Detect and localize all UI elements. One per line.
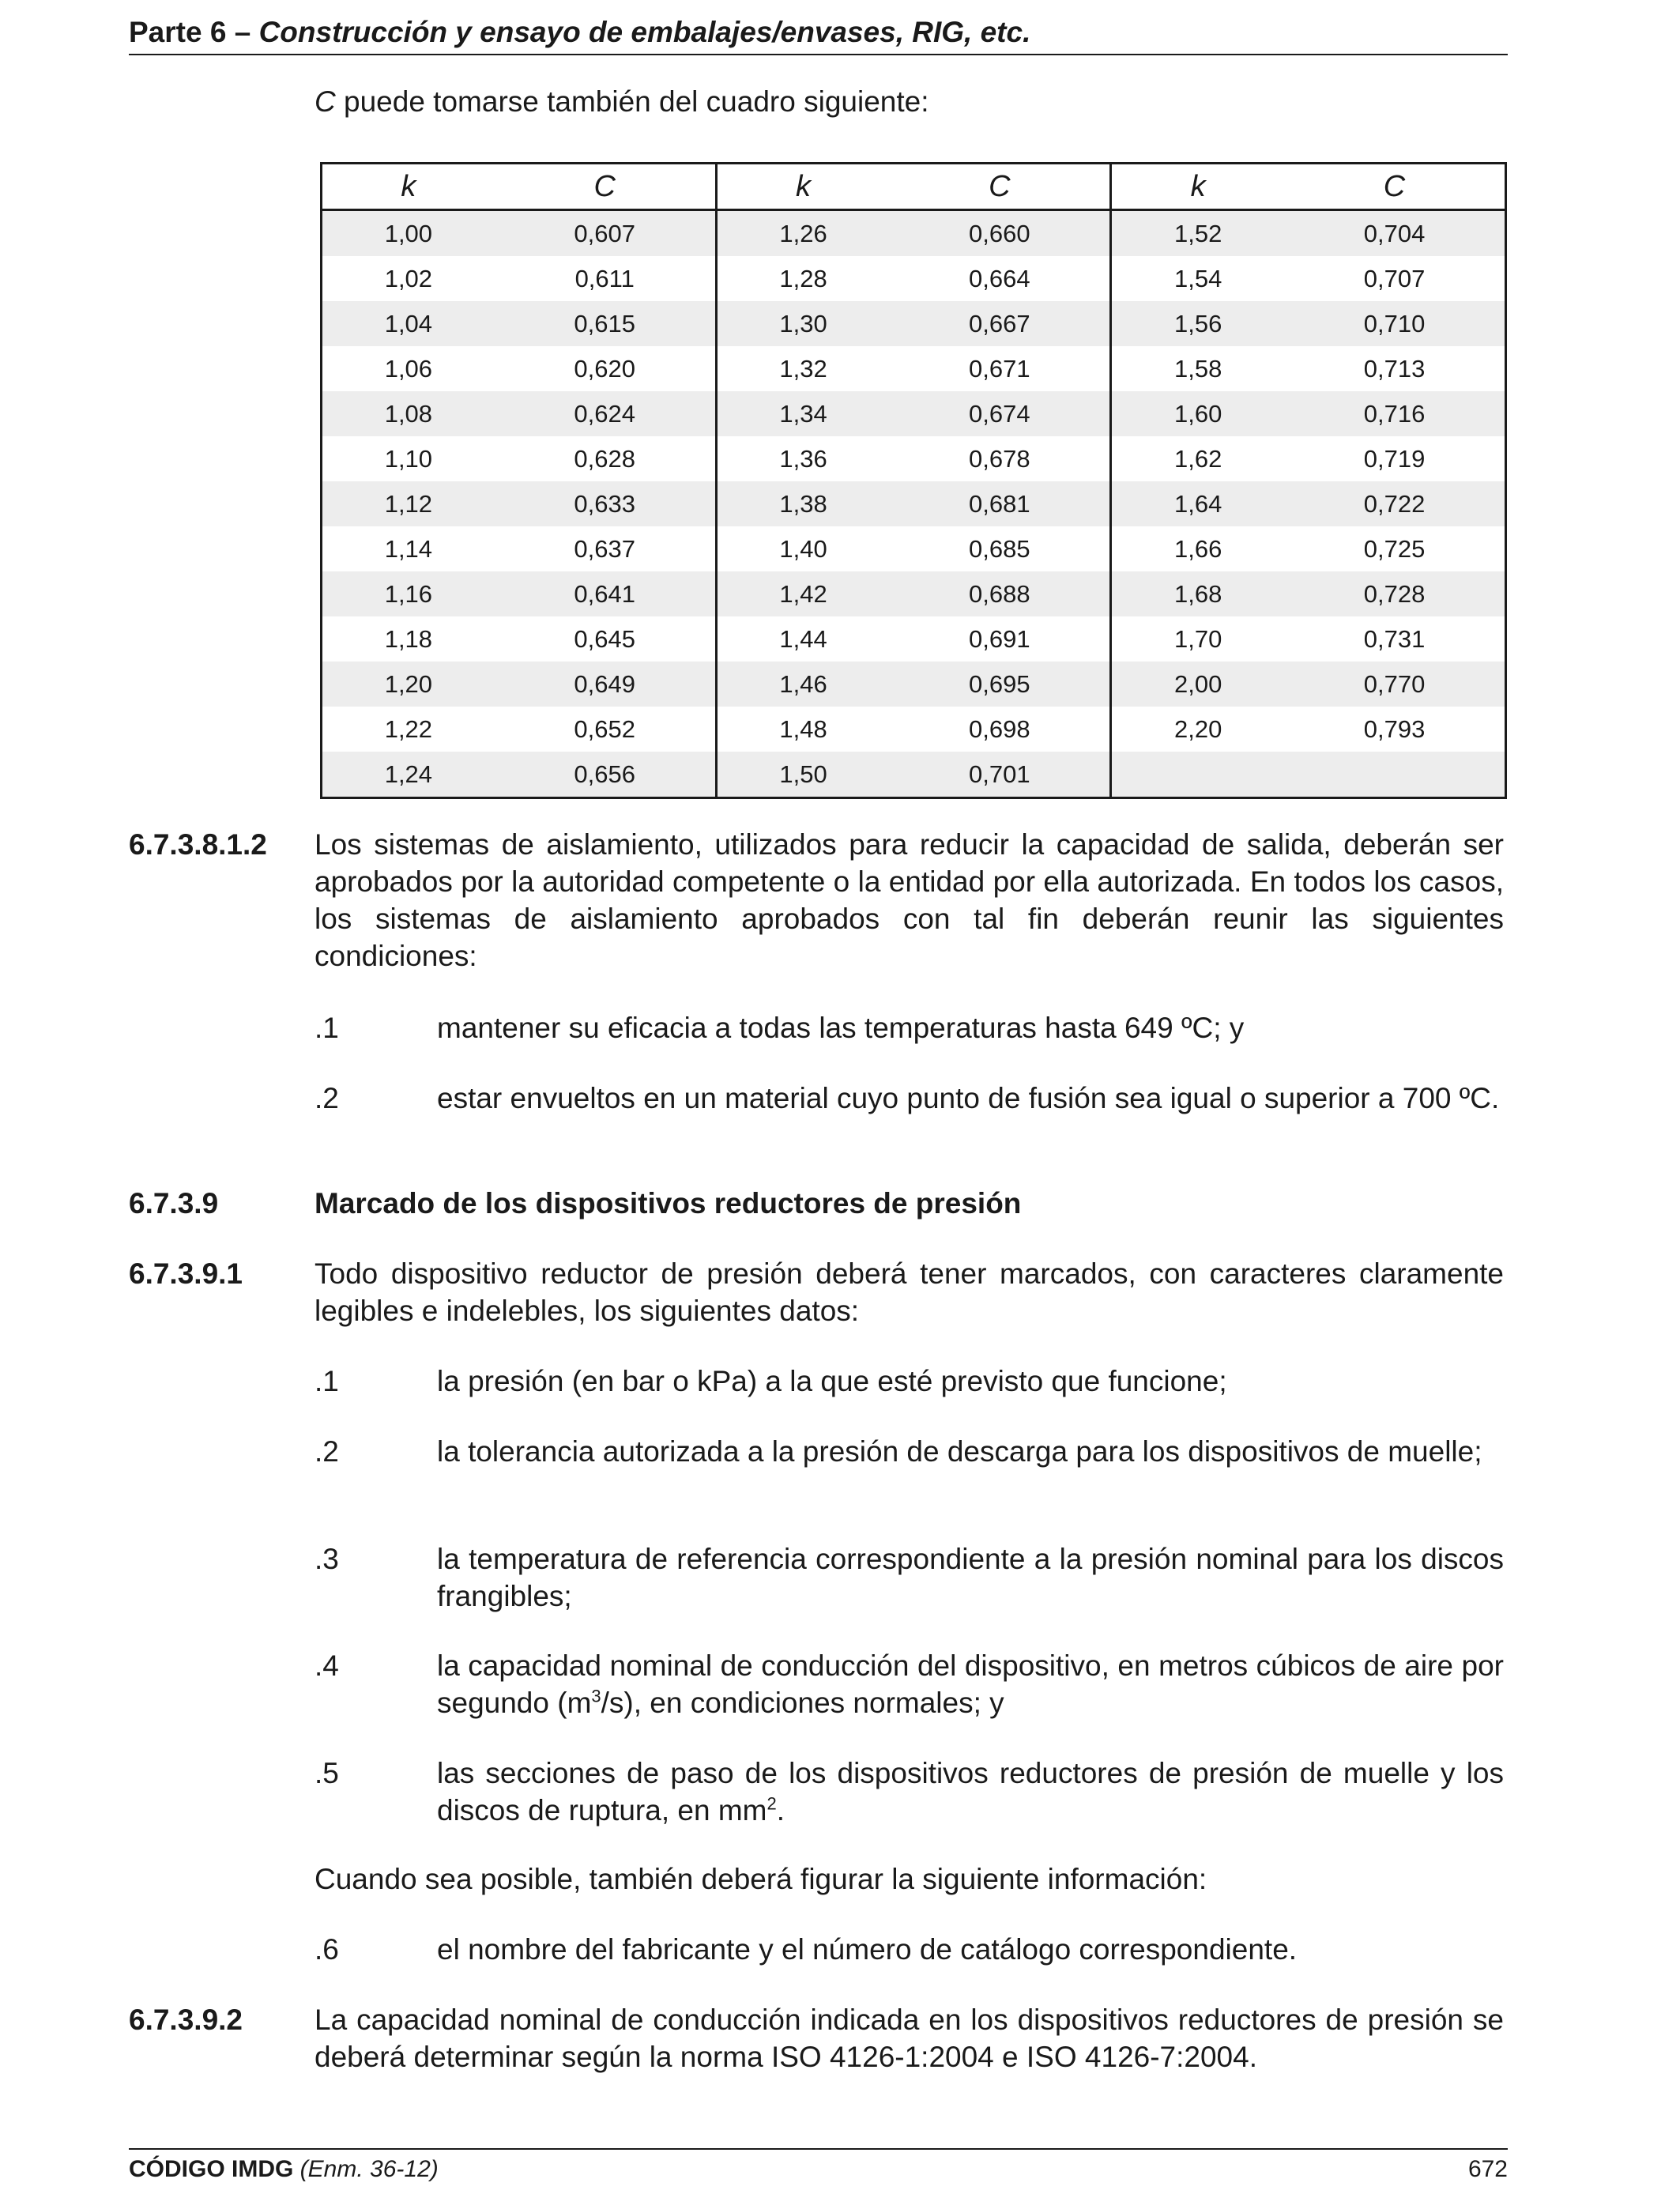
- table-row: [322, 571, 1506, 616]
- footer-amendment: (Enm. 36-12): [293, 2156, 439, 2182]
- list-item-text: mantener su eficacia a todas las temperaturas hasta 649 ºC; y: [437, 1012, 1245, 1044]
- section-number: 6.7.3.9.2: [129, 2004, 243, 2036]
- table-cell: 0,691: [889, 616, 1110, 662]
- table-cell: 0,620: [495, 346, 716, 391]
- table-cell: 1,58: [1111, 346, 1284, 391]
- table-cell: 0,728: [1284, 571, 1505, 616]
- table-row: [322, 256, 1506, 301]
- table-cell: 0,722: [1284, 481, 1505, 526]
- table-row: [322, 391, 1506, 436]
- table-cell: 1,10: [322, 436, 495, 481]
- table-cell: 0,719: [1284, 436, 1505, 481]
- table-cell: 1,38: [716, 481, 889, 526]
- table-cell: 1,36: [716, 436, 889, 481]
- header-title: Construcción y ensayo de embalajes/envases, RIG, etc.: [258, 16, 1031, 48]
- table-cell: 2,20: [1111, 707, 1284, 752]
- superscript: 3: [591, 1686, 601, 1706]
- table-cell: 1,46: [716, 662, 889, 707]
- table-cell: 1,40: [716, 526, 889, 571]
- table-body: [322, 210, 1506, 798]
- table-cell: 0,652: [495, 707, 716, 752]
- intro-text: puede tomarse también del cuadro siguiente:: [335, 85, 929, 118]
- superscript: 2: [767, 1793, 777, 1814]
- paragraph: Cuando sea posible, también deberá figurar la siguiente información:: [315, 1863, 1207, 1895]
- k-c-table: [320, 162, 1507, 799]
- section-text: Todo dispositivo reductor de presión deberá tener marcados, con caracteres claramente legibles e indelebles, los siguientes datos:: [315, 1257, 1504, 1327]
- col-header: k: [1111, 164, 1284, 210]
- table-cell: 0,678: [889, 436, 1110, 481]
- table-cell: 1,56: [1111, 301, 1284, 346]
- footer-code: CÓDIGO IMDG: [129, 2156, 294, 2182]
- table-cell: 1,26: [716, 210, 889, 257]
- table-cell: 1,54: [1111, 256, 1284, 301]
- section-text: La capacidad nominal de conducción indicada en los dispositivos reductores de presión se deberá determinar según la norma ISO 4126-1:2004 e ISO 4126-7:2004.: [315, 2004, 1504, 2073]
- table-cell: 1,70: [1111, 616, 1284, 662]
- table-cell: 2,00: [1111, 662, 1284, 707]
- table-cell: 0,674: [889, 391, 1110, 436]
- section-number: 6.7.3.9.1: [129, 1257, 243, 1290]
- table-cell: 0,637: [495, 526, 716, 571]
- table-cell: 1,14: [322, 526, 495, 571]
- table-row: [322, 210, 1506, 257]
- table-cell: 0,615: [495, 301, 716, 346]
- table-cell: 1,18: [322, 616, 495, 662]
- table-cell: 0,611: [495, 256, 716, 301]
- list-item-text-part: las secciones de paso de los dispositivos reductores de presión de muelle y los discos de ruptura, en mm: [437, 1757, 1504, 1826]
- list-item-number: .6: [315, 1933, 339, 1966]
- table-cell: 1,42: [716, 571, 889, 616]
- table-row: [322, 752, 1506, 798]
- table-cell: 1,20: [322, 662, 495, 707]
- col-header: C: [495, 164, 716, 210]
- table-cell: [1111, 752, 1284, 798]
- table-cell: 0,681: [889, 481, 1110, 526]
- list-item-number: .1: [315, 1012, 339, 1044]
- table-cell: 0,731: [1284, 616, 1505, 662]
- table-row: [322, 662, 1506, 707]
- table-cell: 0,695: [889, 662, 1110, 707]
- table-cell: 0,628: [495, 436, 716, 481]
- table-cell: 0,770: [1284, 662, 1505, 707]
- header-part: Parte 6 –: [129, 16, 259, 48]
- list-item-text-part: /s), en condiciones normales; y: [601, 1687, 1004, 1719]
- table-row: [322, 707, 1506, 752]
- table-cell: 0,660: [889, 210, 1110, 257]
- intro-var: C: [315, 85, 336, 118]
- table-cell: 0,649: [495, 662, 716, 707]
- table-cell: 0,725: [1284, 526, 1505, 571]
- list-item-text: la presión (en bar o kPa) a la que esté previsto que funcione;: [437, 1365, 1227, 1397]
- table-cell: 1,02: [322, 256, 495, 301]
- table-cell: 0,645: [495, 616, 716, 662]
- table-cell: 0,664: [889, 256, 1110, 301]
- table-cell: 0,685: [889, 526, 1110, 571]
- list-item-number: .2: [315, 1082, 339, 1114]
- table-cell: 0,624: [495, 391, 716, 436]
- table-cell: 1,52: [1111, 210, 1284, 257]
- list-item-number: .3: [315, 1543, 339, 1575]
- table-cell: 1,12: [322, 481, 495, 526]
- table-cell: 1,64: [1111, 481, 1284, 526]
- list-item-text: [437, 1647, 1504, 1721]
- table-cell: 0,671: [889, 346, 1110, 391]
- table-cell: 1,68: [1111, 571, 1284, 616]
- table-row: [322, 481, 1506, 526]
- table-cell: 1,44: [716, 616, 889, 662]
- list-item-text-part: .: [776, 1794, 785, 1826]
- table-cell: 0,716: [1284, 391, 1505, 436]
- table-cell: 1,30: [716, 301, 889, 346]
- table-cell: 1,16: [322, 571, 495, 616]
- section-number: 6.7.3.8.1.2: [129, 828, 267, 861]
- table-cell: 1,66: [1111, 526, 1284, 571]
- table-cell: 1,08: [322, 391, 495, 436]
- table-header-row: [322, 164, 1506, 210]
- table-cell: 0,688: [889, 571, 1110, 616]
- table-intro: [315, 85, 929, 119]
- col-header: C: [889, 164, 1110, 210]
- section-number: 6.7.3.9: [129, 1187, 219, 1220]
- list-item-number: .4: [315, 1649, 339, 1682]
- table-cell: 1,00: [322, 210, 495, 257]
- list-item-text: la temperatura de referencia correspondiente a la presión nominal para los discos frangibles;: [437, 1543, 1504, 1612]
- table-cell: 1,34: [716, 391, 889, 436]
- section-text: Los sistemas de aislamiento, utilizados para reducir la capacidad de salida, deberán ser aprobados por la autoridad competente o la entidad por ella autorizada. En todos los casos, los sistemas de aislamiento aprobados con tal fin deberán reunir las siguientes condiciones:: [315, 828, 1504, 972]
- list-item-number: .1: [315, 1365, 339, 1397]
- table-cell: 0,713: [1284, 346, 1505, 391]
- table-cell: 0,698: [889, 707, 1110, 752]
- list-item-number: .2: [315, 1435, 339, 1468]
- col-header: k: [322, 164, 495, 210]
- table-cell: 1,22: [322, 707, 495, 752]
- list-item-text: [437, 1755, 1504, 1829]
- table-cell: 0,701: [889, 752, 1110, 798]
- table-row: [322, 436, 1506, 481]
- table-cell: 1,62: [1111, 436, 1284, 481]
- list-item-text: la tolerancia autorizada a la presión de descarga para los dispositivos de muelle;: [437, 1435, 1482, 1468]
- section-heading: Marcado de los dispositivos reductores de presión: [315, 1187, 1022, 1220]
- table-cell: 0,667: [889, 301, 1110, 346]
- col-header: C: [1284, 164, 1505, 210]
- table-cell: 0,710: [1284, 301, 1505, 346]
- table-row: [322, 616, 1506, 662]
- table-row: [322, 346, 1506, 391]
- page-footer: [129, 2148, 1508, 2183]
- table-cell: 1,48: [716, 707, 889, 752]
- table-row: [322, 526, 1506, 571]
- table-cell: 0,641: [495, 571, 716, 616]
- col-header: k: [716, 164, 889, 210]
- table-cell: 0,707: [1284, 256, 1505, 301]
- list-item-text: el nombre del fabricante y el número de catálogo correspondiente.: [437, 1933, 1298, 1966]
- page-number: 672: [1467, 2156, 1508, 2182]
- table-row: [322, 301, 1506, 346]
- list-item-number: .5: [315, 1757, 339, 1789]
- table-cell: 1,50: [716, 752, 889, 798]
- list-item-text: estar envueltos en un material cuyo punto de fusión sea igual o superior a 700 ºC.: [437, 1082, 1500, 1114]
- table-cell: 1,32: [716, 346, 889, 391]
- page-header: [129, 16, 1508, 55]
- table-cell: 1,24: [322, 752, 495, 798]
- list-item-text-part: la capacidad nominal de conducción del dispositivo, en metros cúbicos de aire por segundo (m: [437, 1649, 1504, 1719]
- table-cell: 0,793: [1284, 707, 1505, 752]
- table-cell: 1,06: [322, 346, 495, 391]
- table-cell: 1,60: [1111, 391, 1284, 436]
- table-cell: [1284, 752, 1505, 798]
- table-cell: 1,04: [322, 301, 495, 346]
- table-cell: 0,704: [1284, 210, 1505, 257]
- table-cell: 1,28: [716, 256, 889, 301]
- table-cell: 0,633: [495, 481, 716, 526]
- table-cell: 0,656: [495, 752, 716, 798]
- table-cell: 0,607: [495, 210, 716, 257]
